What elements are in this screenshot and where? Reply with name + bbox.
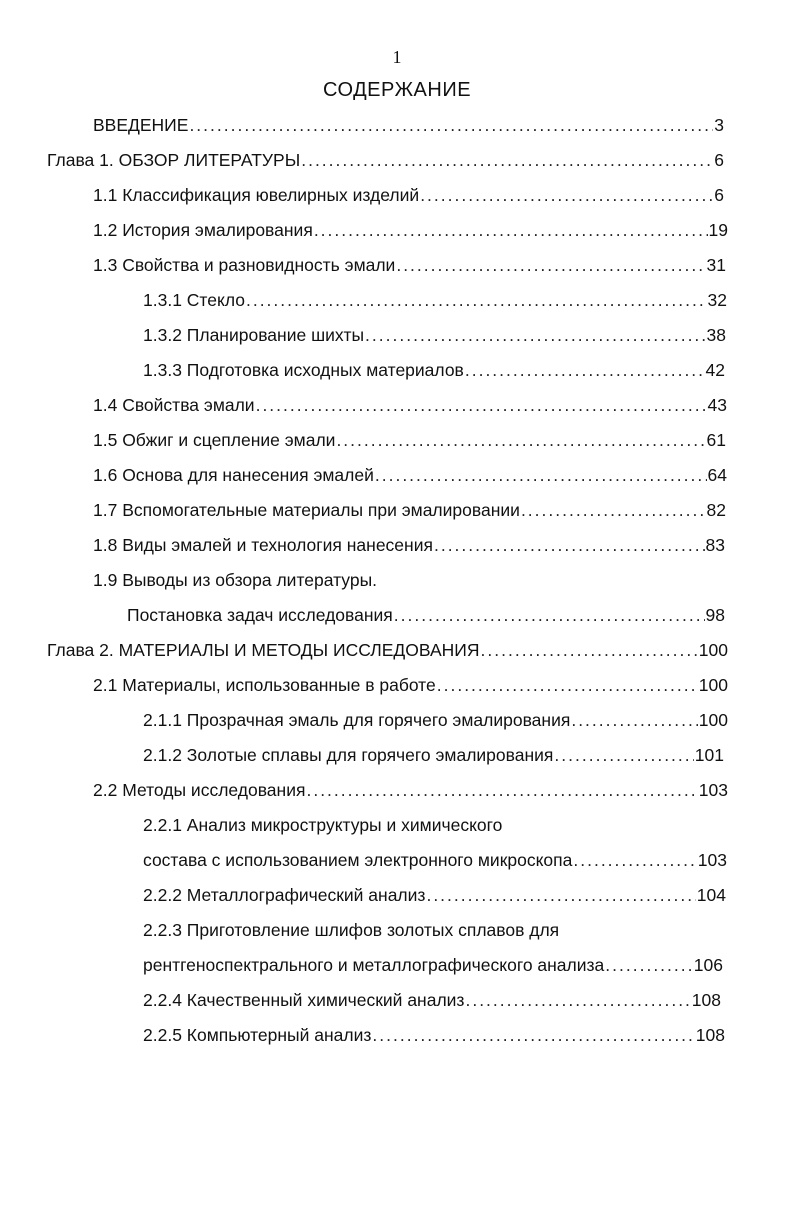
leader-dots [554,740,693,770]
toc-entry-page: 100 [698,675,728,695]
toc-entry-2-2-4 [143,985,721,1015]
toc-entry-page: 3 [714,115,724,135]
toc-entry-text: 1.9 Выводы из обзора литературы. [93,570,378,590]
leader-dots [365,320,705,350]
toc-entry-text: 2.1 Материалы, использованные в работе [93,675,436,695]
toc-entry-text: 1.4 Свойства эмали [93,395,255,415]
toc-entry-text: Постановка задач исследования [127,605,393,625]
toc-entry-1-9 [93,565,377,595]
leader-dots [189,110,713,140]
toc-entry-page: 103 [697,850,727,870]
toc-entry-1-9-continued [127,600,725,630]
toc-entry-text: 2.1.1 Прозрачная эмаль для горячего эмалирования [143,710,571,730]
toc-entry-text: 1.3.2 Планирование шихты [143,325,365,345]
toc-entry-page: 103 [698,780,728,800]
leader-dots [420,180,713,210]
toc-entry-text: ВВЕДЕНИЕ [93,115,189,135]
toc-entry-page: 100 [698,710,728,730]
toc-entry-2-2-3-continued [143,950,723,980]
leader-dots [571,705,697,735]
leader-dots [256,390,707,420]
toc-entry-page: 100 [698,640,728,660]
toc-entry-page: 106 [693,955,723,975]
toc-entry-1-5 [93,425,726,455]
toc-entry-2-2-1 [143,810,502,840]
toc-entry-page: 42 [705,360,725,380]
toc-entry-page: 101 [694,745,724,765]
toc-entry-page: 19 [708,220,728,240]
toc-entry-1-3-1 [143,285,727,315]
toc-entry-page: 98 [705,605,725,625]
toc-entry-page: 38 [706,325,726,345]
toc-entry-page: 82 [706,500,726,520]
toc-entry-text: 1.1 Классификация ювелирных изделий [93,185,420,205]
toc-entry-text: 1.3.3 Подготовка исходных материалов [143,360,464,380]
leader-dots [394,600,705,630]
toc-entry-1-8 [93,530,725,560]
leader-dots [521,495,706,525]
toc-entry-page: 108 [695,1025,725,1045]
leader-dots [434,530,705,560]
toc-entry-text: Глава 2. МАТЕРИАЛЫ И МЕТОДЫ ИССЛЕДОВАНИЯ [47,640,480,660]
leader-dots [246,285,707,315]
toc-entry-text: 1.7 Вспомогательные материалы при эмалировании [93,500,520,520]
toc-entry-2-1-1 [143,705,728,735]
toc-entry-2-2-2 [143,880,726,910]
toc-entry-page: 64 [707,465,727,485]
toc-entry-1-3 [93,250,726,280]
leader-dots [465,985,690,1015]
toc-entry-1-7 [93,495,726,525]
toc-entry-text: 2.2.3 Приготовление шлифов золотых сплавов для [143,920,560,940]
leader-dots [336,425,705,455]
toc-entry-page: 31 [706,255,726,275]
leader-dots [396,250,705,280]
toc-entry-2-2-5 [143,1020,725,1050]
toc-entry-introduction [93,110,724,140]
toc-entry-text: 1.2 История эмалирования [93,220,313,240]
toc-entry-1-6 [93,460,727,490]
toc-entry-text: 1.6 Основа для нанесения эмалей [93,465,374,485]
toc-entry-page: 32 [707,290,727,310]
leader-dots [426,880,695,910]
toc-entry-text: Глава 1. ОБЗОР ЛИТЕРАТУРЫ [47,150,301,170]
leader-dots [605,950,693,980]
toc-entry-text: 1.3 Свойства и разновидность эмали [93,255,396,275]
toc-entry-2-1 [93,670,728,700]
toc-entry-text: 1.3.1 Стекло [143,290,245,310]
toc-entry-1-1 [93,180,724,210]
leader-dots [301,145,713,175]
page-number: 1 [392,47,402,67]
toc-entry-chapter-1 [47,145,724,175]
toc-entry-page: 108 [691,990,721,1010]
leader-dots [306,775,697,805]
toc-entry-text: 2.2.1 Анализ микроструктуры и химического [143,815,503,835]
leader-dots [314,215,708,245]
toc-title: СОДЕРЖАНИЕ [322,79,472,101]
toc-entry-page: 43 [707,395,727,415]
toc-entry-2-2 [93,775,728,805]
toc-entry-text: 1.8 Виды эмалей и технология нанесения [93,535,433,555]
leader-dots [375,460,707,490]
leader-dots [437,670,698,700]
toc-entry-page: 6 [714,185,724,205]
toc-entry-2-2-1-continued [143,845,727,875]
toc-entry-text: 2.1.2 Золотые сплавы для горячего эмалирования [143,745,554,765]
toc-entry-text: 2.2.5 Компьютерный анализ [143,1025,372,1045]
toc-entry-text: рентгеноспектрального и металлографического анализа [143,955,605,975]
toc-entry-1-3-2 [143,320,726,350]
toc-entry-1-3-3 [143,355,725,385]
leader-dots [573,845,696,875]
toc-entry-2-2-3 [143,915,559,945]
leader-dots [372,1020,694,1050]
toc-entry-text: 1.5 Обжиг и сцепление эмали [93,430,336,450]
toc-entry-page: 61 [706,430,726,450]
toc-entry-page: 83 [705,535,725,555]
toc-entry-2-1-2 [143,740,724,770]
toc-entry-page: 6 [714,150,724,170]
toc-entry-text: 2.2.2 Металлографический анализ [143,885,426,905]
leader-dots [465,355,705,385]
toc-entry-1-2 [93,215,728,245]
toc-entry-text: 2.2 Методы исследования [93,780,306,800]
toc-entry-chapter-2 [47,635,728,665]
leader-dots [481,635,698,665]
toc-entry-page: 104 [696,885,726,905]
toc-entry-text: 2.2.4 Качественный химический анализ [143,990,465,1010]
toc-entry-1-4 [93,390,727,420]
toc-entry-text: состава с использованием электронного микроскопа [143,850,573,870]
